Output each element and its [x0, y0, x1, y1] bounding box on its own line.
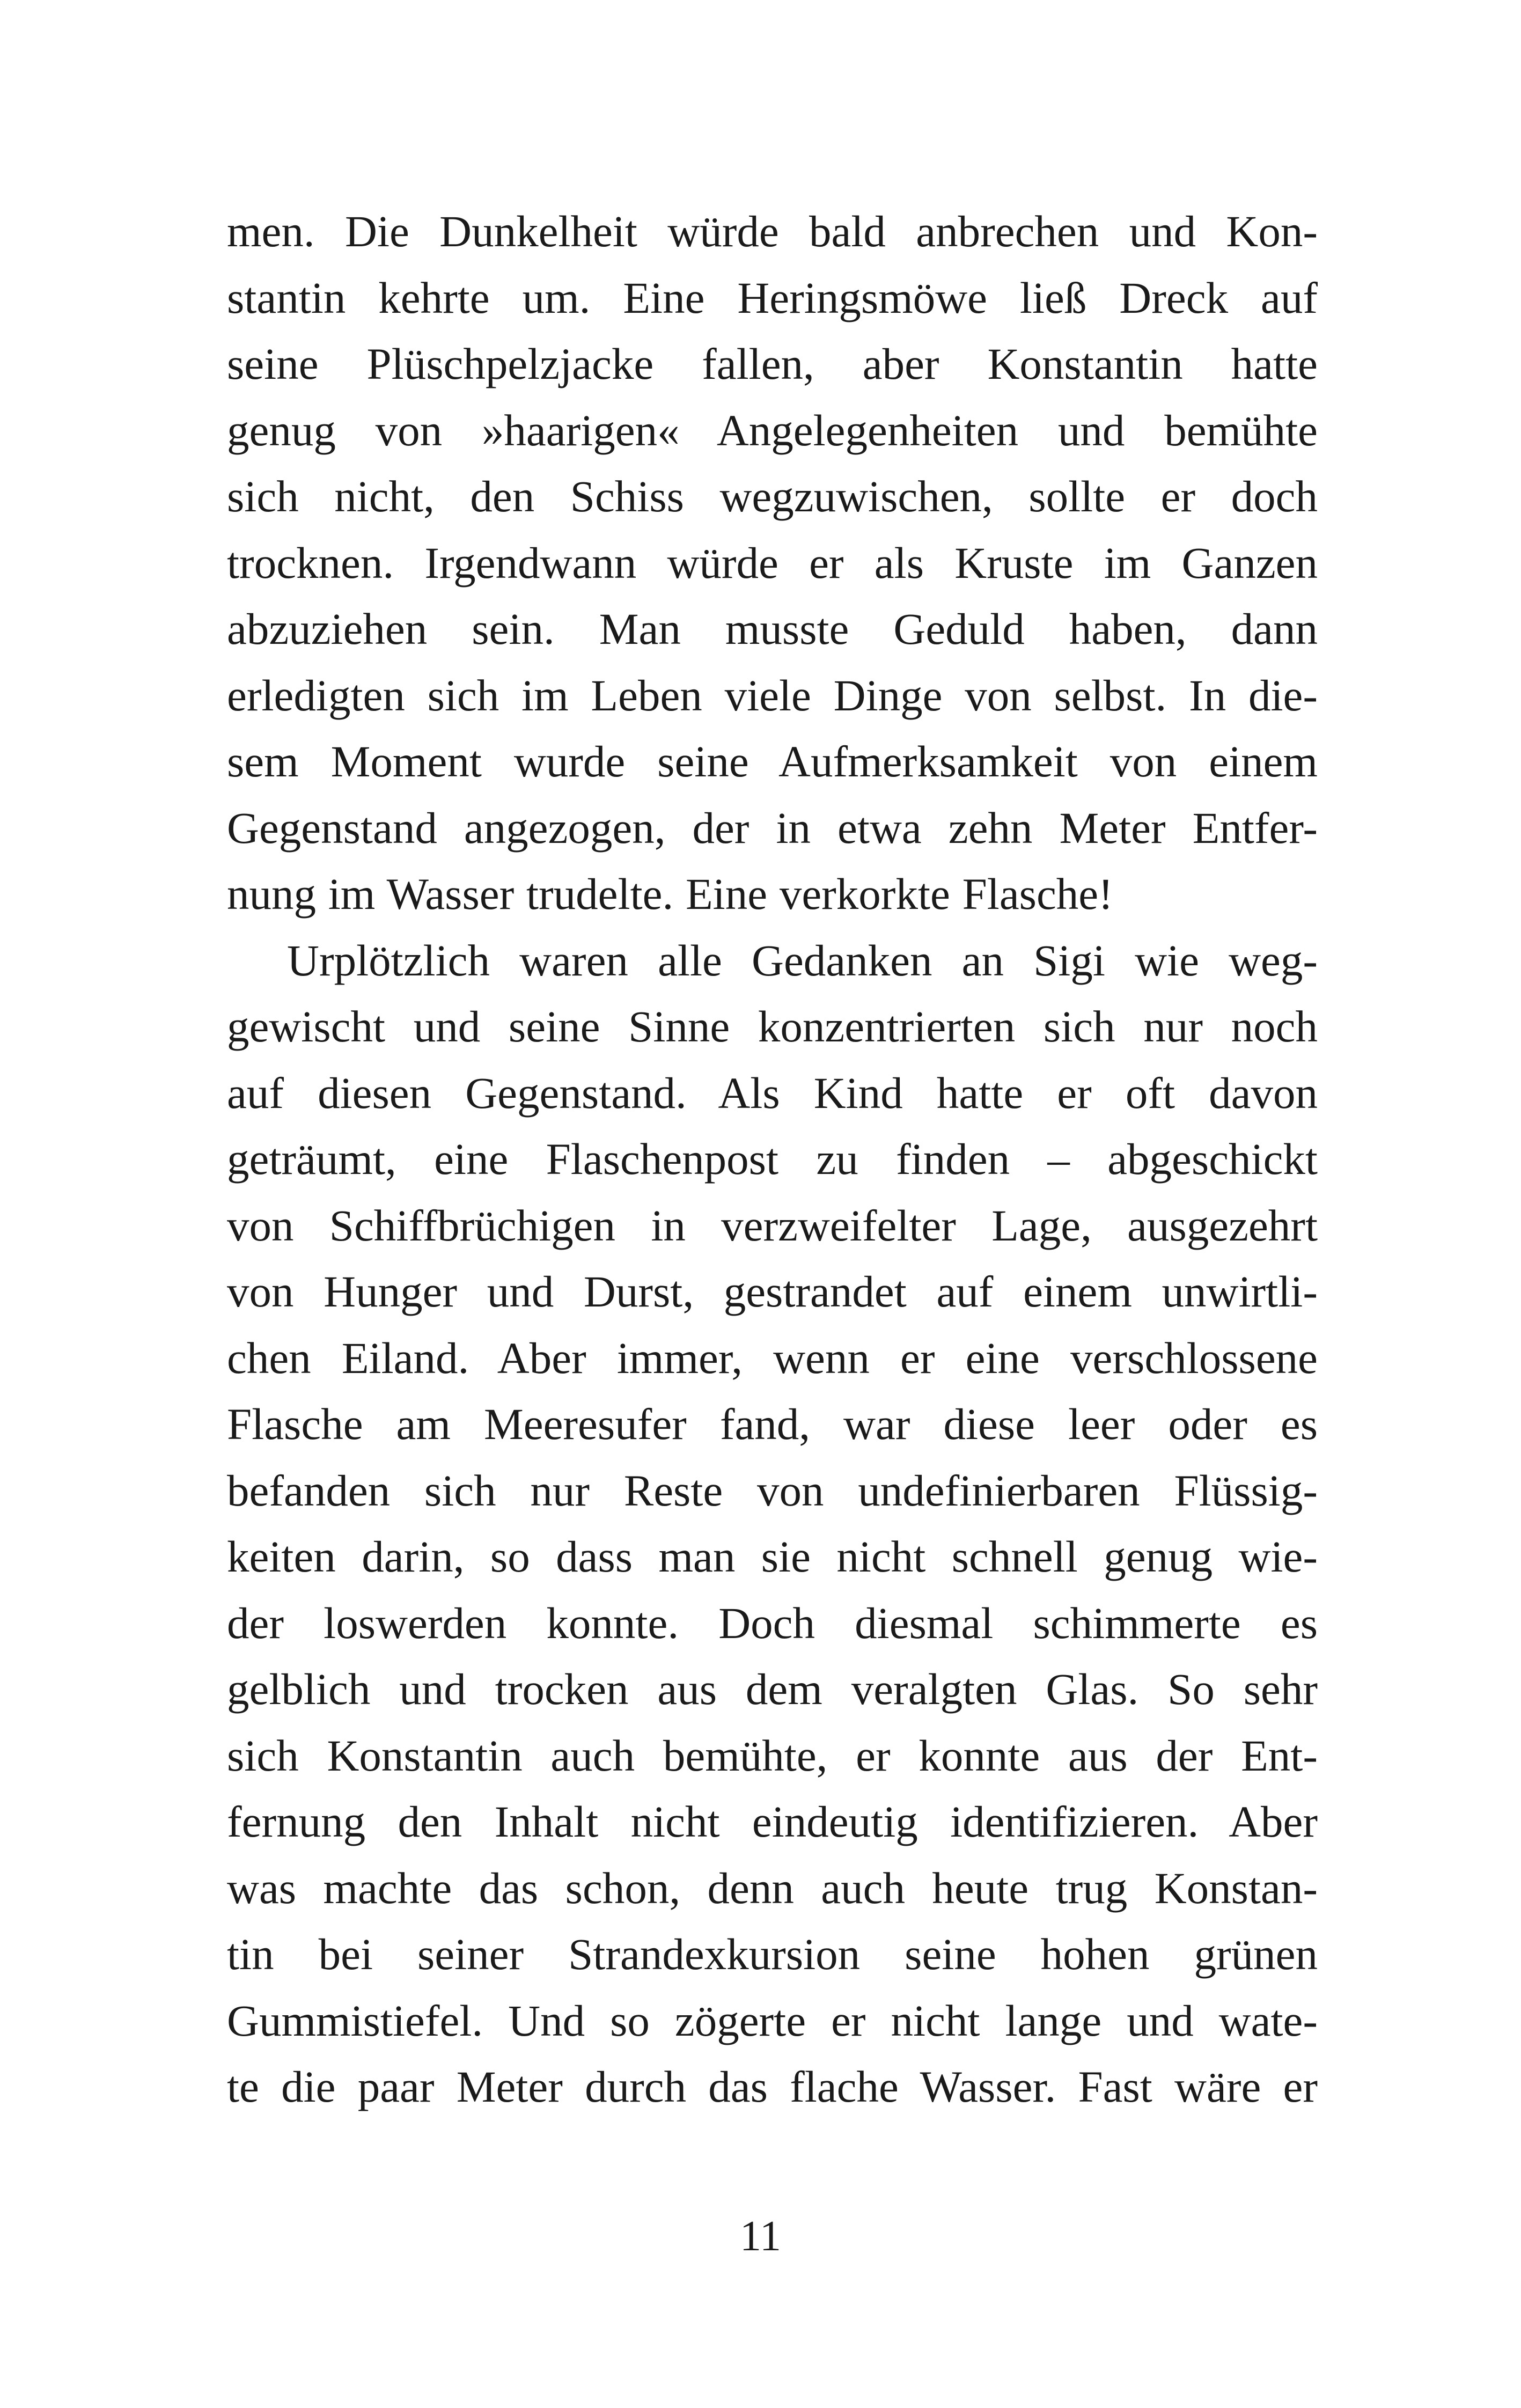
text-line: von Schiffbrüchigen in verzweifelter Lage, ausgezehrt [227, 1200, 1318, 1250]
paragraph [227, 928, 1318, 2120]
text-line: Flasche am Meeresufer fand, war diese leer oder es [227, 1399, 1318, 1449]
text-line: was machte das schon, denn auch heute trug Konstan- [227, 1863, 1318, 1913]
text-line: tin bei seiner Strandexkursion seine hohen grünen [227, 1929, 1318, 1979]
text-line: keiten darin, so dass man sie nicht schnell genug wie- [227, 1532, 1318, 1581]
text-line: trocknen. Irgendwann würde er als Kruste im Ganzen [227, 538, 1318, 588]
text-line: seine Plüschpelzjacke fallen, aber Konstantin hatte [227, 339, 1318, 388]
text-line: men. Die Dunkelheit würde bald anbrechen und Kon- [227, 207, 1318, 256]
text-line: Urplötzlich waren alle Gedanken an Sigi wie weg- [287, 935, 1318, 985]
text-line: sem Moment wurde seine Aufmerksamkeit von einem [227, 737, 1318, 786]
text-line: befanden sich nur Reste von undefinierbaren Flüssig- [227, 1465, 1318, 1515]
text-line: Gegenstand angezogen, der in etwa zehn Meter Entfer- [227, 803, 1318, 853]
text-line: te die paar Meter durch das flache Wasser. Fast wäre er [227, 2062, 1318, 2111]
text-line: fernung den Inhalt nicht eindeutig identifizieren. Aber [227, 1797, 1318, 1846]
text-line: stantin kehrte um. Eine Heringsmöwe ließ Dreck auf [227, 273, 1318, 322]
text-line: gelblich und trocken aus dem veralgten Glas. So sehr [227, 1664, 1318, 1714]
body-text [227, 199, 1318, 2120]
text-line: chen Eiland. Aber immer, wenn er eine verschlossene [227, 1333, 1318, 1383]
text-line: auf diesen Gegenstand. Als Kind hatte er oft davon [227, 1068, 1318, 1118]
text-line: von Hunger und Durst, gestrandet auf einem unwirtli- [227, 1267, 1318, 1316]
text-line: Gummistiefel. Und so zögerte er nicht lange und wate- [227, 1995, 1318, 2045]
text-line: geträumt, eine Flaschenpost zu finden – abgeschickt [227, 1134, 1318, 1184]
text-line: sich Konstantin auch bemühte, er konnte aus der Ent- [227, 1730, 1318, 1780]
paragraph [227, 199, 1318, 928]
text-line: gewischt und seine Sinne konzentrierten sich nur noch [227, 1002, 1318, 1051]
text-line: abzuziehen sein. Man musste Geduld haben, dann [227, 604, 1318, 654]
text-line: sich nicht, den Schiss wegzuwischen, sollte er doch [227, 472, 1318, 521]
text-line: der loswerden konnte. Doch diesmal schimmerte es [227, 1598, 1318, 1648]
page-number: 11 [739, 2213, 782, 2260]
text-line: nung im Wasser trudelte. Eine verkorkte Flasche! [227, 869, 1113, 919]
text-line: genug von »haarigen« Angelegenheiten und bemühte [227, 405, 1318, 455]
text-line: erledigten sich im Leben viele Dinge von selbst. In die- [227, 670, 1318, 720]
